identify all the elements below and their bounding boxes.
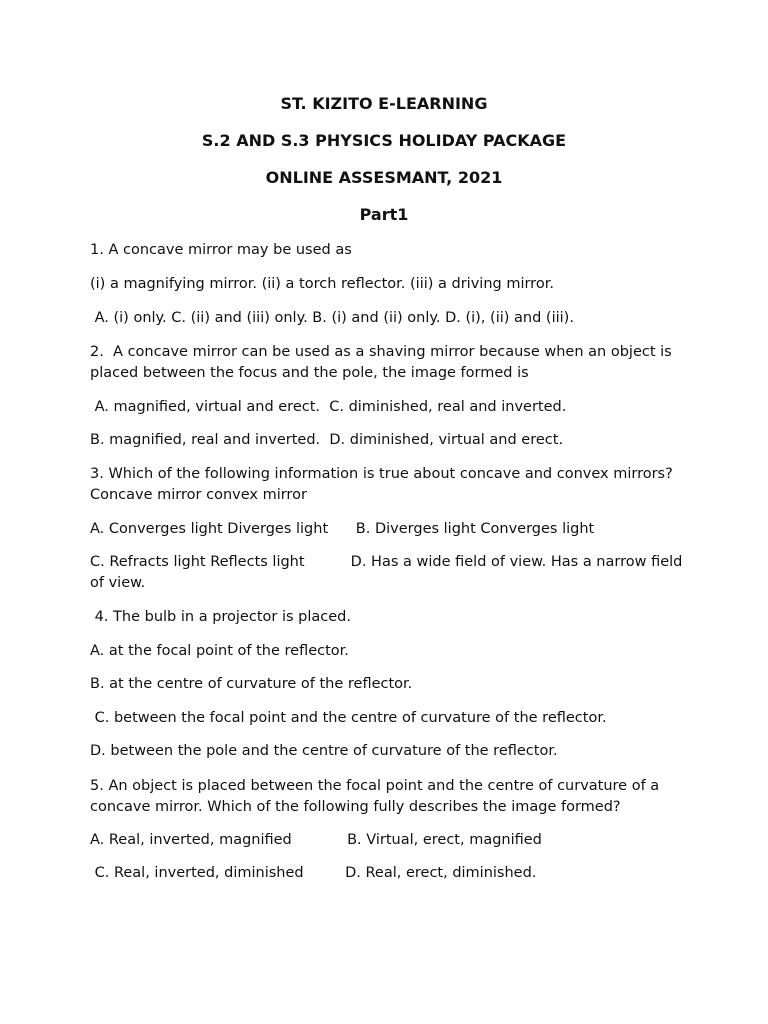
question-1-options: A. (i) only. C. (ii) and (iii) only. B. (i) and (ii) only. D. (i), (ii) and (iii). — [90, 310, 574, 326]
part-title: Part1 — [359, 205, 409, 224]
question-2-stem: 2. A concave mirror can be used as a shaving mirror because when an object is placed between the focus and the pole, the image formed is — [90, 344, 677, 381]
question-5-stem: 5. An object is placed between the focal point and the centre of curvature of a concave mirror. Which of the following fully describes the image formed? — [90, 778, 664, 815]
school-title: ST. KIZITO E-LEARNING — [280, 94, 488, 113]
question-4-option-d: D. between the pole and the centre of curvature of the reflector. — [90, 743, 558, 759]
question-1-stem: 1. A concave mirror may be used as — [90, 242, 352, 258]
question-4-stem: 4. The bulb in a projector is placed. — [90, 609, 351, 625]
assessment-title: ONLINE ASSESMANT, 2021 — [265, 168, 503, 187]
question-3-stem: 3. Which of the following information is true about concave and convex mirrors? Concave mirror convex mirror — [90, 466, 678, 503]
question-3-options-row-1: A. Converges light Diverges light B. Diverges light Converges light — [90, 521, 595, 537]
question-2-options-row-1: A. magnified, virtual and erect. C. diminished, real and inverted. — [90, 399, 567, 415]
question-2-options-row-2: B. magnified, real and inverted. D. diminished, virtual and erect. — [90, 432, 564, 448]
question-5-options-row-1: A. Real, inverted, magnified B. Virtual, erect, magnified — [90, 832, 542, 848]
question-3-options-row-2: C. Refracts light Reflects light D. Has a wide field of view. Has a narrow field of view. — [90, 554, 687, 591]
package-title: S.2 AND S.3 PHYSICS HOLIDAY PACKAGE — [201, 131, 567, 150]
question-1-items: (i) a magnifying mirror. (ii) a torch reflector. (iii) a driving mirror. — [90, 276, 554, 292]
question-4-option-c: C. between the focal point and the centre of curvature of the reflector. — [90, 710, 607, 726]
question-5-options-row-2: C. Real, inverted, diminished D. Real, erect, diminished. — [90, 865, 537, 881]
question-4-option-b: B. at the centre of curvature of the reflector. — [90, 676, 413, 692]
question-4-option-a: A. at the focal point of the reflector. — [90, 643, 349, 659]
